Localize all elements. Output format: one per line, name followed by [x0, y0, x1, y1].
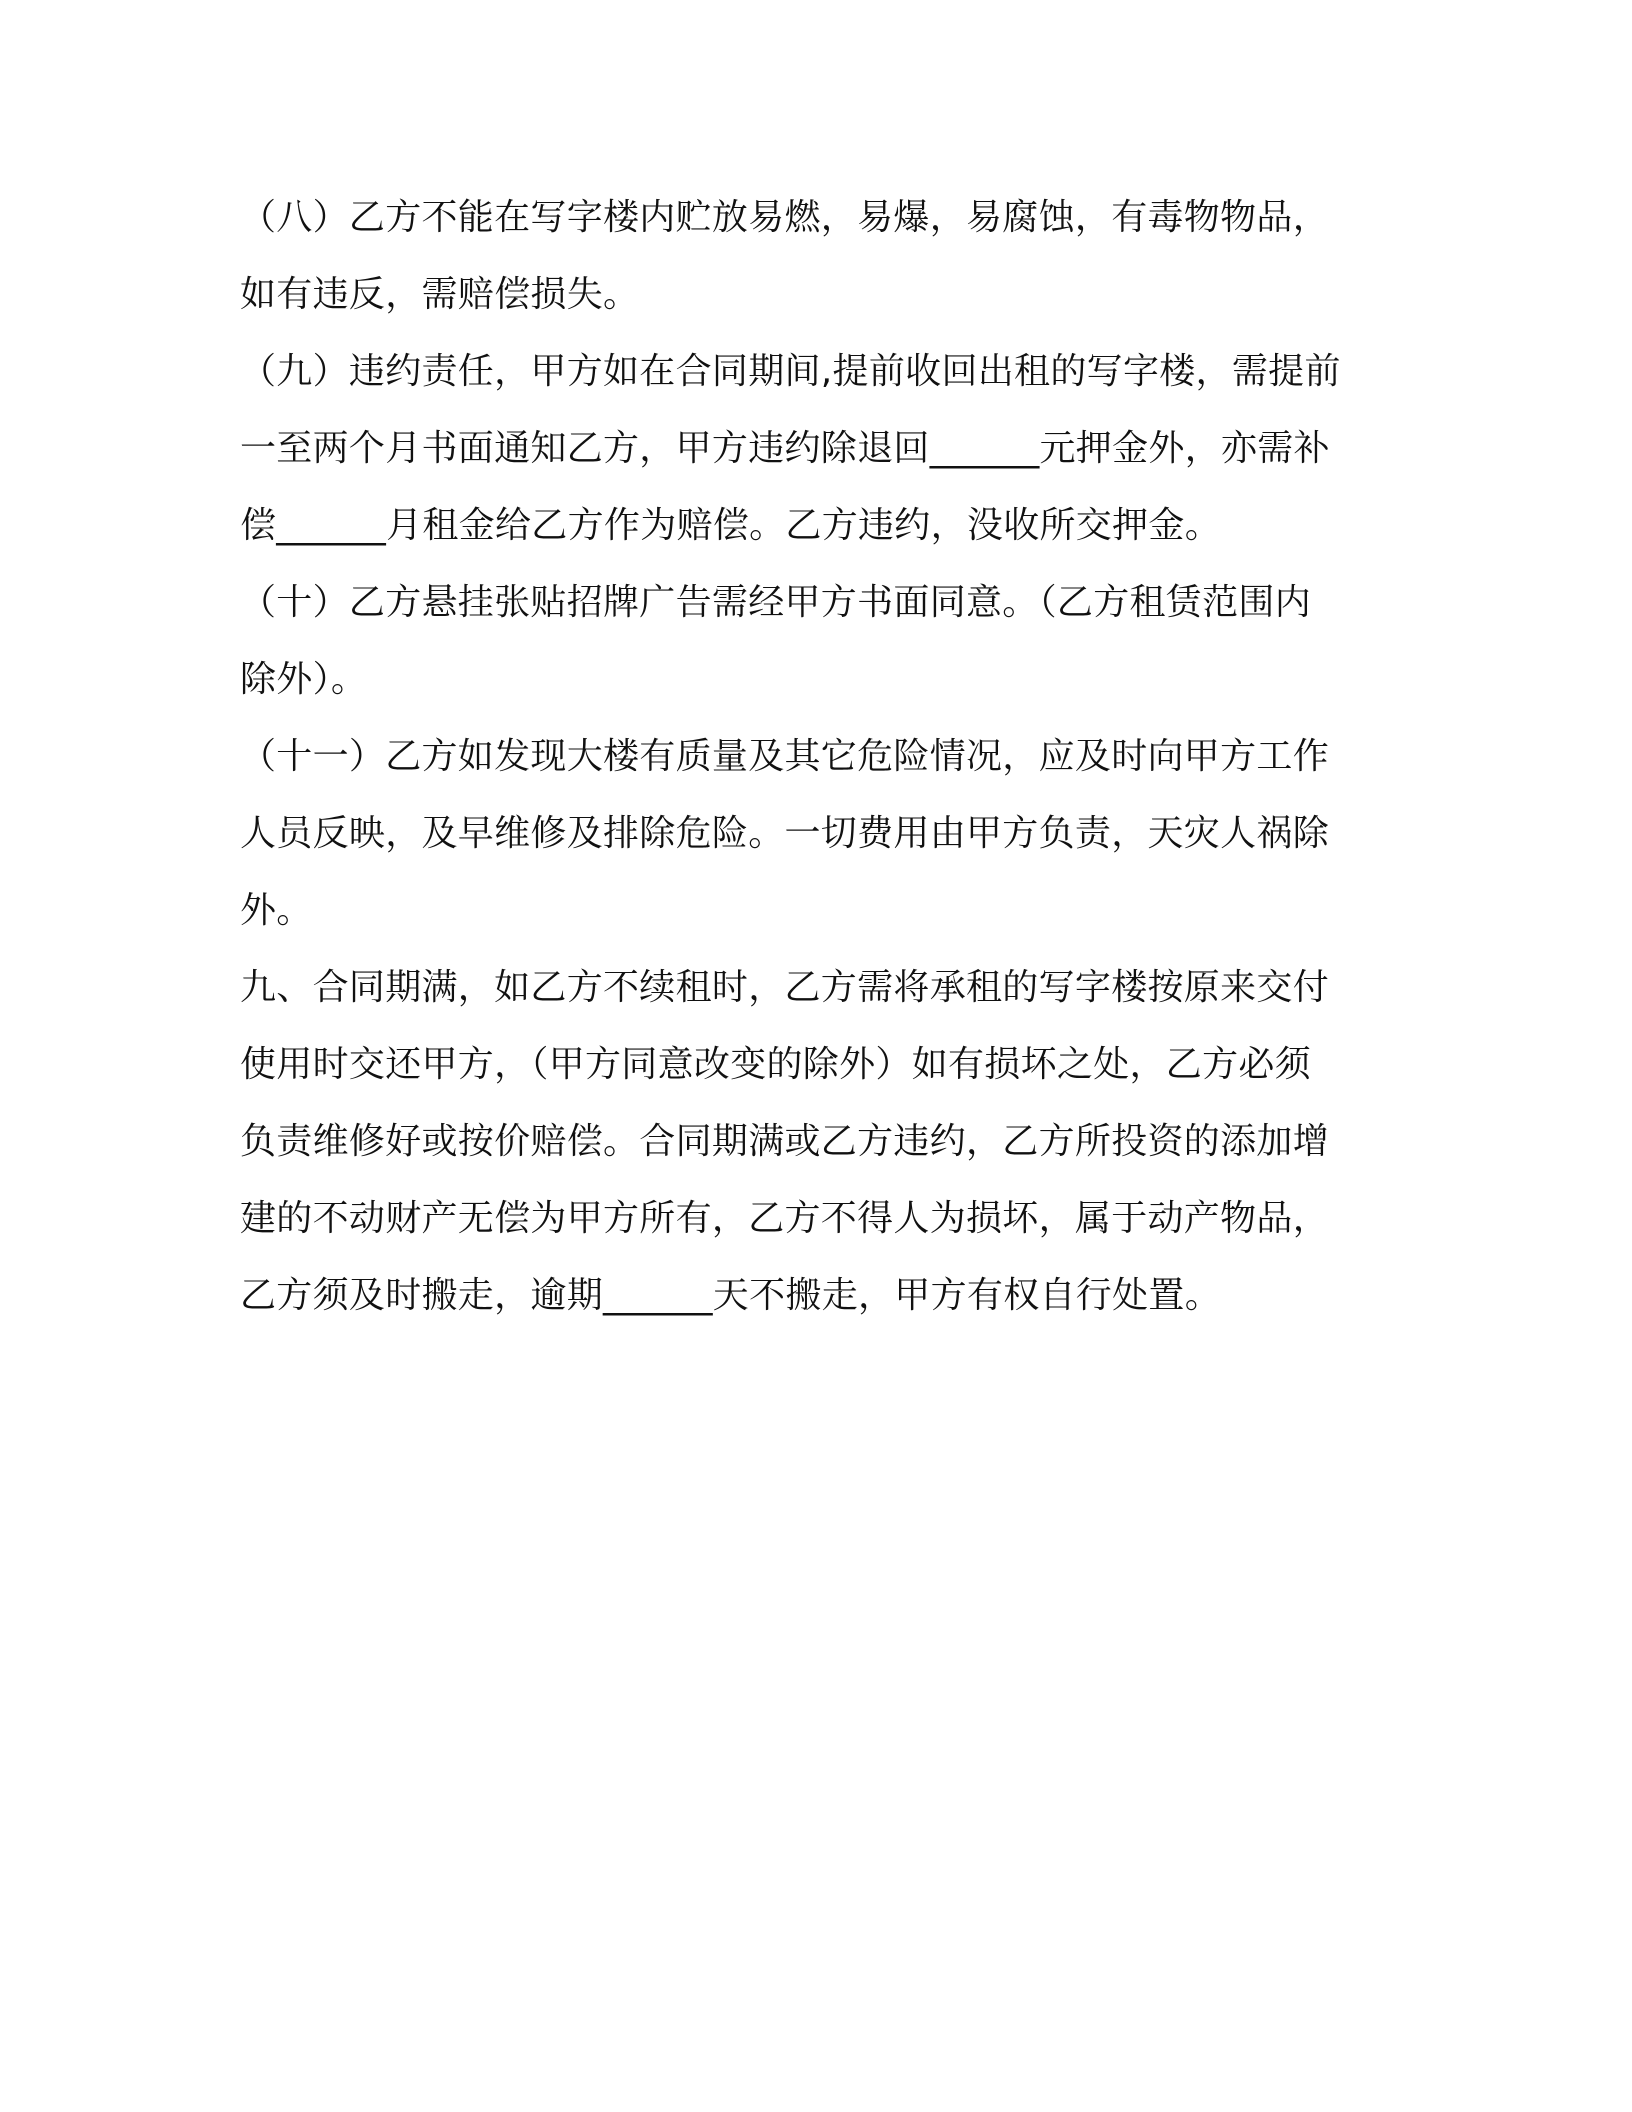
- text-line: 使用时交还甲方，（甲方同意改变的除外）如有损坏之处，乙方必须: [240, 1044, 1312, 1085]
- text-line: 偿______月租金给乙方作为赔偿。乙方违约，没收所交押金。: [240, 505, 1221, 546]
- text-line: 建的不动财产无偿为甲方所有，乙方不得人为损坏，属于动产物品，: [240, 1198, 1330, 1239]
- text-line: 外。: [240, 890, 313, 931]
- text-line: 负责维修好或按价赔偿。合同期满或乙方违约，乙方所投资的添加增: [240, 1121, 1330, 1162]
- text-line: 除外）。: [240, 659, 368, 700]
- text-line: （九）违约责任，甲方如在合同期间,提前收回出租的写字楼，需提前: [240, 351, 1341, 392]
- text-line: 人员反映，及早维修及排除危险。一切费用由甲方负责，天灾人祸除: [240, 813, 1330, 854]
- document-body: [240, 188, 1382, 1343]
- text-line: 如有违反，需赔偿损失。: [240, 274, 640, 315]
- text-line: （十一）乙方如发现大楼有质量及其它危险情况，应及时向甲方工作: [240, 736, 1330, 777]
- text-line: 一至两个月书面通知乙方，甲方违约除退回______元押金外，亦需补: [240, 428, 1330, 469]
- text-line: （十）乙方悬挂张贴招牌广告需经甲方书面同意。（乙方租赁范围内: [240, 582, 1312, 623]
- text-line: 九、合同期满，如乙方不续租时，乙方需将承租的写字楼按原来交付: [240, 967, 1330, 1008]
- text-line: （八）乙方不能在写字楼内贮放易燃，易爆，易腐蚀，有毒物物品，: [240, 197, 1330, 238]
- text-line: 乙方须及时搬走，逾期______天不搬走，甲方有权自行处置。: [240, 1275, 1221, 1316]
